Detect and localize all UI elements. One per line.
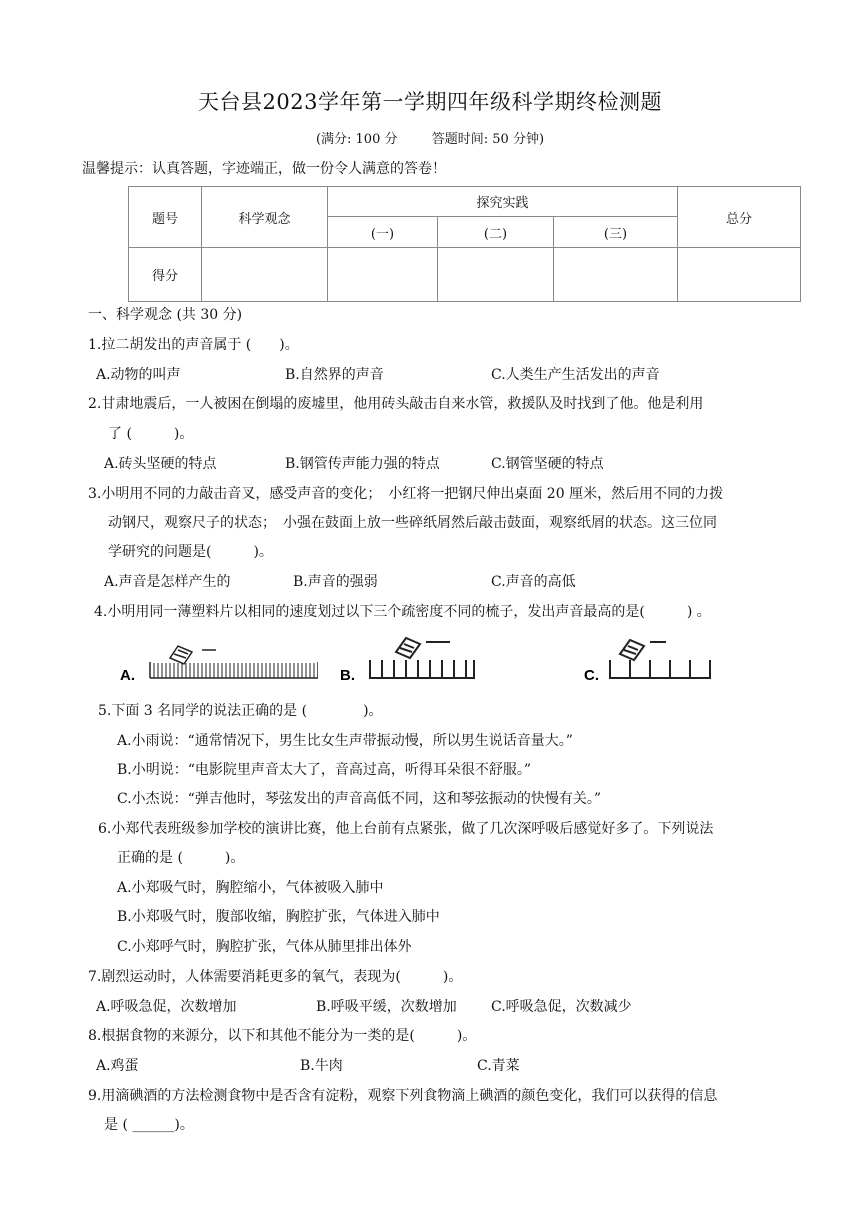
question-4-stem: 4.小明用同一薄塑料片以相同的速度划过以下三个疏密度不同的梳子，发出声音最高的是( ) 。 (94, 604, 711, 620)
question-6-stem-line2: 正确的是 ( )。 (117, 850, 245, 866)
comb-a-figure[interactable] (118, 636, 318, 684)
question-8-stem: 8.根据食物的来源分，以下和其他不能分为一类的是( )。 (88, 1028, 477, 1044)
warm-tip: 温馨提示：认真答题，字迹端正，做一份令人满意的答卷！ (82, 161, 446, 177)
comb-b-icon (370, 638, 474, 678)
question-5-stem: 5.下面 3 名同学的说法正确的是 ( )。 (98, 703, 383, 719)
header-inquiry-practice: 探究实践 (328, 187, 678, 217)
question-6-stem-line1: 6.小郑代表班级参加学校的演讲比赛，他上台前有点紧张，做了几次深呼吸后感觉好多了。下列说法 (98, 821, 714, 837)
header-question-number: 题号 (129, 187, 202, 248)
question-3-option-a[interactable]: A.声音是怎样产生的 (104, 574, 231, 590)
header-part-3: (三) (554, 217, 678, 248)
comb-c-figure[interactable] (582, 632, 722, 684)
question-2-option-c[interactable]: C.钢管坚硬的特点 (491, 456, 604, 472)
question-3-stem-line1: 3.小明用不同的力敲击音叉，感受声音的变化； 小红将一把钢尺伸出桌面 20 厘米，然后用不同的力拨 (88, 486, 724, 502)
question-8-option-c[interactable]: C.青菜 (477, 1058, 520, 1074)
section-heading: 一、科学观念 (共 30 分) (88, 307, 243, 323)
question-5-option-a[interactable]: A.小雨说：“通常情况下，男生比女生声带振动慢，所以男生说话音量大。” (117, 733, 573, 749)
question-7-option-b[interactable]: B.呼吸平缓，次数增加 (316, 999, 457, 1015)
score-table (128, 186, 801, 302)
question-3-stem-line3: 学研究的问题是( )。 (108, 544, 273, 560)
question-1-stem: 1.拉二胡发出的声音属于 ( )。 (88, 337, 299, 353)
question-8-option-a[interactable]: A.鸡蛋 (96, 1058, 139, 1074)
question-2-option-b[interactable]: B.钢管传声能力强的特点 (285, 456, 440, 472)
question-6-option-b[interactable]: B.小郑吸气时，腹部收缩，胸腔扩张，气体进入肺中 (117, 909, 440, 925)
score-cell-part-1[interactable] (328, 248, 438, 302)
question-5-option-c[interactable]: C.小杰说：“弹吉他时，琴弦发出的声音高低不同，这和琴弦振动的快慢有关。” (117, 791, 601, 807)
question-2-stem-line1: 2.甘肃地震后，一人被困在倒塌的废墟里，他用砖头敲击自来水管，救援队及时找到了他。他是利用 (88, 396, 704, 412)
header-total: 总分 (678, 187, 801, 248)
question-2-option-a[interactable]: A.砖头坚硬的特点 (104, 456, 217, 472)
header-science-concept: 科学观念 (202, 187, 328, 248)
question-3-stem-line2: 动钢尺，观察尺子的状态； 小强在鼓面上放一些碎纸屑然后敲击鼓面，观察纸屑的状态。这三位同 (108, 515, 717, 531)
question-9-stem-line1: 9.用滴碘酒的方法检测食物中是否含有淀粉，观察下列食物滴上碘酒的颜色变化，我们可以获得的信息 (88, 1088, 718, 1104)
comb-b-figure[interactable] (338, 632, 488, 684)
question-6-option-a[interactable]: A.小郑吸气时，胸腔缩小，气体被吸入肺中 (117, 880, 384, 896)
question-9-stem-line2: 是 ( ______)。 (104, 1117, 194, 1133)
row-label-score: 得分 (129, 248, 202, 302)
question-7-option-c[interactable]: C.呼吸急促，次数减少 (491, 999, 632, 1015)
score-cell-total[interactable] (678, 248, 801, 302)
question-6-option-c[interactable]: C.小郑呼气时，胸腔扩张，气体从肺里排出体外 (117, 939, 412, 955)
full-score: (满分: 100 分 (315, 132, 398, 147)
page-title: 天台县2023学年第一学期四年级科学期终检测题 (198, 90, 662, 114)
exam-info (0, 128, 860, 147)
question-1-option-c[interactable]: C.人类生产生活发出的声音 (491, 367, 660, 383)
comb-c-label: C. (584, 667, 599, 684)
comb-c-icon (610, 640, 710, 678)
question-5-option-b[interactable]: B.小明说：“电影院里声音太大了，音高过高，听得耳朵很不舒服。” (117, 762, 532, 778)
question-2-stem-line2: 了 ( )。 (108, 426, 194, 442)
question-3-option-c[interactable]: C.声音的高低 (491, 574, 576, 590)
header-part-1: (一) (328, 217, 438, 248)
header-part-2: (二) (438, 217, 554, 248)
comb-a-icon (150, 646, 318, 678)
comb-b-label: B. (340, 667, 355, 684)
question-3-option-b[interactable]: B.声音的强弱 (293, 574, 378, 590)
question-8-option-b[interactable]: B.牛肉 (300, 1058, 343, 1074)
exam-time: 答题时间: 50 分钟) (431, 132, 545, 147)
score-cell-part-3[interactable] (554, 248, 678, 302)
question-1-option-a[interactable]: A.动物的叫声 (96, 367, 181, 383)
question-1-option-b[interactable]: B.自然界的声音 (285, 367, 384, 383)
score-cell-concept[interactable] (202, 248, 328, 302)
question-7-stem: 7.剧烈运动时，人体需要消耗更多的氧气，表现为( )。 (88, 969, 463, 985)
question-7-option-a[interactable]: A.呼吸急促，次数增加 (96, 999, 237, 1015)
score-cell-part-2[interactable] (438, 248, 554, 302)
comb-a-label: A. (120, 667, 135, 684)
